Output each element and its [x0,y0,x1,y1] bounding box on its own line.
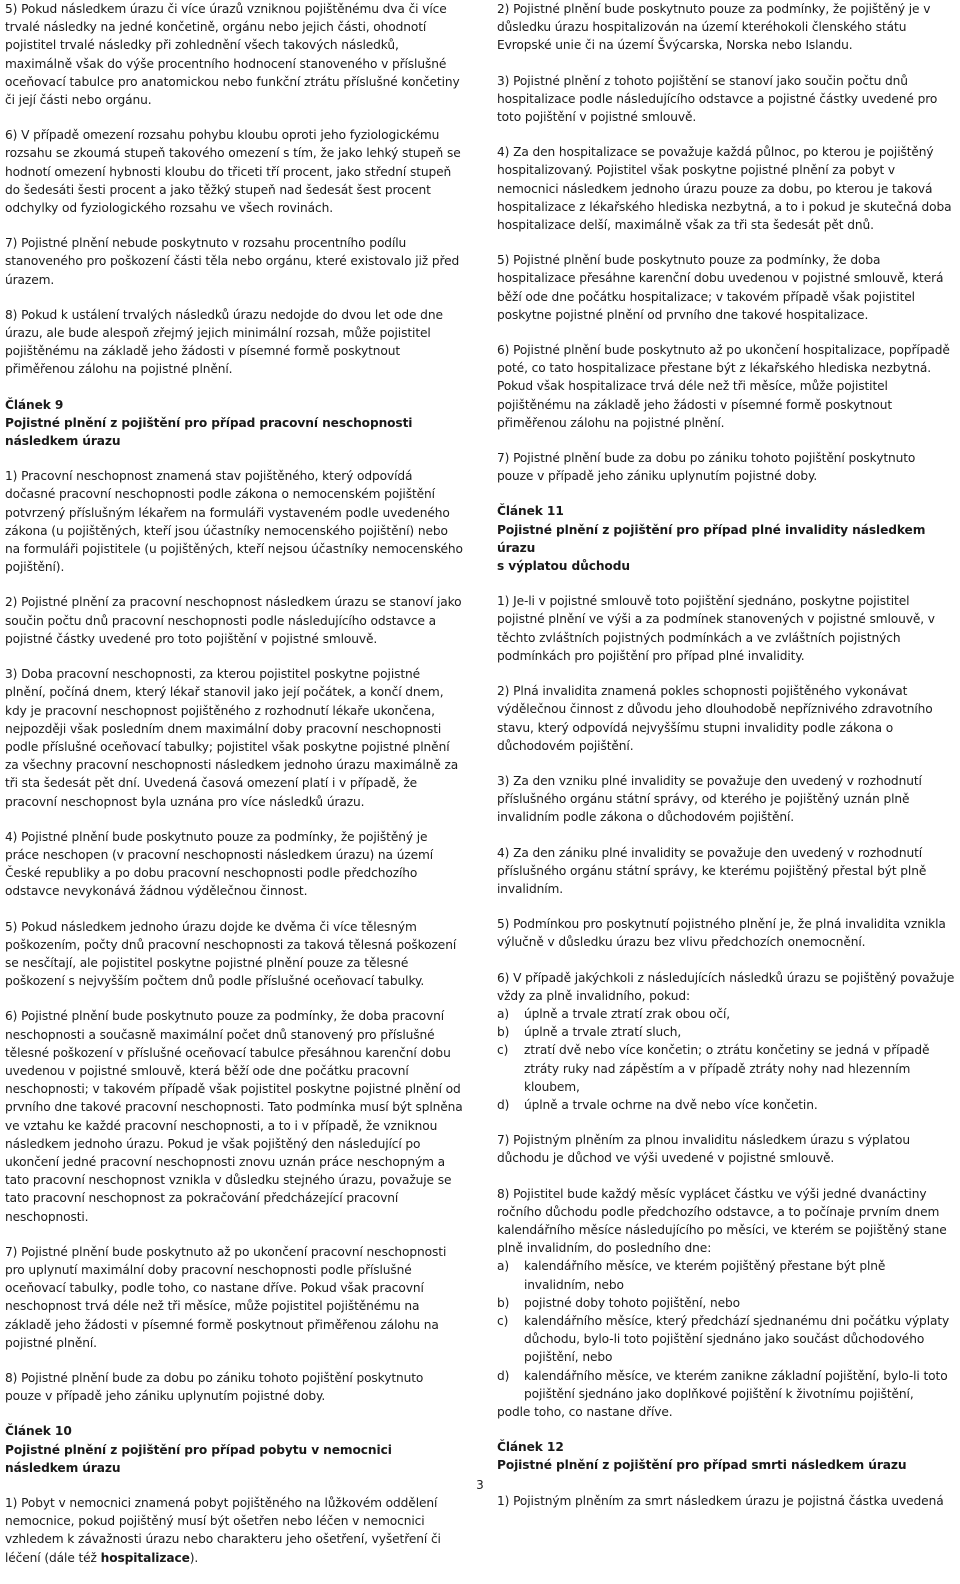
list-item [497,1005,955,1023]
hospitalization-term: hospitalizace [100,1550,190,1565]
list-item [497,1367,955,1403]
paragraph-11-5: 5) Podmínkou pro poskytnutí pojistného plnění je, že plná invalidita vznikla výlučně v důsledku úrazu bez vlivu předchozích onemocnění. [497,917,946,950]
paragraph-9-3: 3) Doba pracovní neschopnosti, za kterou pojistitel poskytne pojistné plnění, počíná dnem, který lékař stanovil jako její počátek, a končí dnem, kdy je pracovní neschopnost pojištěného z rozhodnutí lékaře ukončena, nejpozději však posledním dnem maximální doby pracovní neschopnosti podle příslušné oceňovací tabulky; pojistitel však poskytne pojistné plnění za všechny pracovní neschopnosti následkem jednoho úrazu maximálně za tři sta šedesát pět dní. Uvedená časová omezení platí i v případě, že pracovní neschopnost byla uznána pro více následků úrazu. [5,667,459,809]
right-column [497,0,955,1527]
paragraph-8-8: 8) Pokud k ustálení trvalých následků úrazu nedojde do dvou let ode dne úrazu, ale bude alespoň zřejmý jejich minimální rozsah, může pojistitel pojištěnému na základě jeho žádosti v písemné formě poskytnout přiměřenou zálohu na pojistné plnění. [5,307,443,377]
list-item-text: ztratí dvě nebo více končetin; o ztrátu končetiny se jedná v případě ztráty ruky nad zápěstím a v případě ztráty nohy nad hlezenním kloubem, [524,1043,930,1094]
paragraph-10-1 [5,1494,463,1567]
paragraph-11-3: 3) Za den vzniku plné invalidity se považuje den uvedený v rozhodnutí příslušného orgánu státní správy, od kterého je pojištěný uznán plně invalidním podle zákona o důchodovém pojištění. [497,773,922,825]
article-9-heading [5,396,463,451]
list-item [497,1041,955,1096]
list-item-text: kalendářního měsíce, ve kterém pojištěný přestane být plně invalidním, nebo [524,1259,886,1292]
paragraph-11-6 [497,969,955,1115]
list-marker: b) [497,1025,510,1040]
list-item [497,1294,955,1312]
paragraph-8-6: 6) V případě omezení rozsahu pohybu kloubu oproti jeho fyziologickému rozsahu se zkoumá stupeň takového omezení s tím, že jako lehký stupeň se hodnotí omezení hybnosti kloubu do třiceti tří procent, jako střední stupeň do šedesáti šesti procent a jako těžký stupeň nad šedesát šest procent odchylky od fyziologického rozsahu ve všech rovinách. [5,128,461,216]
paragraph-10-6: 6) Pojistné plnění bude poskytnuto až po ukončení hospitalizace, popřípadě poté, co tato hospitalizace přestane být z lékařského hlediska nezbytná. Pokud však hospitalizace trvá déle než tři měsíce, může pojistitel pojištěnému na základě jeho žádosti v písemné formě poskytnout přiměřenou zálohu na pojistné plnění. [497,343,950,430]
list-item-text: kalendářního měsíce, který předchází sjednanému dni počátku výplaty důchodu, bylo-li toto pojištění sjednáno jako součást důchodového pojištění, nebo [524,1313,950,1365]
paragraph-11-8-list [497,1257,955,1403]
paragraph-8-5: 5) Pokud následkem úrazu či více úrazů vzniknou pojištěnému dva či více trvalé následky na jedné končetině, orgánu nebo jejich části, ohodnotí pojistitel trvalé následky při zohlednění všech takových následků, maximálně však do výše procentního hodnocení stanoveného v příslušné oceňovací tabulce pro anatomickou nebo funkční ztrátu příslušné končetiny či její části nebo orgánu. [5,2,460,108]
page-number: 3 [476,1478,484,1492]
article-11-heading [497,502,955,575]
paragraph-10-3: 3) Pojistné plnění z tohoto pojištění se stanoví jako součin počtu dnů hospitalizace podle následujícího odstavce a pojistné částky uvedené pro toto pojištění v pojistné smlouvě. [497,73,938,125]
left-column [5,0,463,1584]
paragraph-11-7: 7) Pojistným plněním za plnou invaliditu následkem úrazu s výplatou důchodu je důchod ve výši uvedené v pojistné smlouvě. [497,1133,910,1166]
paragraph-11-8-intro: 8) Pojistitel bude každý měsíc vyplácet částku ve výši jedné dvanáctiny ročního důchodu podle předchozího odstavce, a to počínaje prvním dnem kalendářního měsíce následujícího po měsíci, ve kterém se pojištěný stane plně invalidním, do posledního dne: [497,1186,947,1256]
article-10-heading [5,1422,463,1477]
paragraph-10-2: 2) Pojistné plnění bude poskytnuto pouze za podmínky, že pojištěný je v důsledku úrazu hospitalizován na území kteréhokoli členského státu Evropské unie či na území Švýcarska, Norska nebo Islandu. [497,2,931,53]
list-item-text: úplně a trvale ztratí zrak obou očí, [524,1006,731,1021]
article-11-title-line1: Pojistné plnění z pojištění pro případ plné invalidity následkem úrazu [497,522,926,555]
paragraph-10-1-text: 1) Pobyt v nemocnici znamená pobyt pojištěného na lůžkovém oddělení nemocnice, pokud pojištěný musí být ošetřen nebo léčen v nemocnici vzhledem k závažnosti úrazu nebo charakteru jeho ošetření, vyšetření či léčení (dále též [5,1496,441,1565]
paragraph-10-4: 4) Za den hospitalizace se považuje každá půlnoc, po kterou je pojištěný hospitalizovaný. Pojistitel však poskytne pojistné plnění za pobyt v nemocnici následkem jednoho úrazu pouze za dobu, po kterou je taková hospitalizace z lékařského hlediska nezbytná, a to i pokud je skutečná doba hospitalizace delší, maximálně však za tři sta šedesát pět dnů. [497,145,952,233]
article-10-number: Článek 10 [5,1424,72,1439]
paragraph-11-6-intro: 6) V případě jakýchkoli z následujících následků úrazu se pojištěný považuje vždy za plně invalidního, pokud: [497,970,955,1003]
article-11-title-line2: s výplatou důchodu [497,559,630,574]
paragraph-10-7: 7) Pojistné plnění bude za dobu po zániku tohoto pojištění poskytnuto pouze v případě jeho zániku uplynutím pojistné doby. [497,451,916,484]
paragraph-11-1: 1) Je-li v pojistné smlouvě toto pojištění sjednáno, poskytne pojistitel pojistné plnění ve výši a za podmínek stanovených v pojistné smlouvě, v těchto zvláštních pojistných podmínkách a ve zvláštních pojistných podmínkách pro pojištění pro případ plné invalidity. [497,594,935,663]
paragraph-11-8-tail: podle toho, co nastane dříve. [497,1405,673,1419]
paragraph-12-1: 1) Pojistným plněním za smrt následkem úrazu je pojistná částka uvedená [497,1493,944,1508]
list-item-text: kalendářního měsíce, ve kterém zanikne základní pojištění, bylo-li toto pojištění sjednáno jako doplňkové pojištění k životnímu pojištění, [524,1368,948,1401]
list-item [497,1096,955,1114]
article-12-number: Článek 12 [497,1440,564,1455]
list-item-text: pojistné doby tohoto pojištění, nebo [524,1295,740,1310]
list-marker: d) [497,1097,510,1112]
list-item [497,1023,955,1041]
list-item [497,1312,955,1367]
paragraph-9-8: 8) Pojistné plnění bude za dobu po zániku tohoto pojištění poskytnuto pouze v případě jeho zániku uplynutím pojistné doby. [5,1371,424,1404]
article-10-title: Pojistné plnění z pojištění pro případ pobytu v nemocnici následkem úrazu [5,1442,392,1475]
list-marker: a) [497,1006,510,1021]
article-9-number: Článek 9 [5,397,64,412]
paragraph-9-7: 7) Pojistné plnění bude poskytnuto až po ukončení pracovní neschopnosti pro uplynutí maximální doby pracovní neschopnosti podle příslušné oceňovací tabulky, podle toho, co nastane dříve. Pokud však pracovní neschopnost trvá déle než tři měsíce, může pojistitel pojištěnému na základě jeho žádosti v písemné formě poskytnout přiměřenou zálohu na pojistné plnění. [5,1244,447,1350]
article-12-title: Pojistné plnění z pojištění pro případ smrti následkem úrazu [497,1458,907,1473]
article-12-heading [497,1438,955,1474]
list-marker: b) [497,1295,510,1310]
article-11-number: Článek 11 [497,504,564,519]
list-item-text: úplně a trvale ztratí sluch, [524,1025,682,1040]
list-marker: c) [497,1043,509,1058]
paragraph-9-6: 6) Pojistné plnění bude poskytnuto pouze za podmínky, že doba pracovní neschopnosti a současně maximální počet dnů stanovený pro příslušné tělesné poškození v příslušné oceňovací tabulce přesáhnou karenční dobu uvedenou v pojistné smlouvě, která běží ode dne počátku pracovní neschopnosti; v takovém případě však pojistitel poskytne pojistné plnění od prvního dne takové pracovní neschopnosti. Tato podmínka musí být splněna ve vztahu ke každé pracovní neschopnosti, a to i v případě, že vzniknou následkem jednoho úrazu. Pokud je však pojištěný den následující po ukončení jedné pracovní neschopnosti znovu uznán práce neschopným a tato pracovní neschopnost vznikla v důsledku stejného úrazu, považuje se tato pracovní neschopnost za pokračování předcházející pracovní neschopnosti. [5,1009,463,1224]
paragraph-9-4: 4) Pojistné plnění bude poskytnuto pouze za podmínky, že pojištěný je práce neschopen (v pracovní neschopnosti následkem úrazu) na území České republiky a po dobu pracovní neschopnosti podle předchozího odstavce nevykonává žádnou výdělečnou činnost. [5,829,434,899]
list-item [497,1257,955,1293]
paragraph-11-6-list [497,1005,955,1114]
paragraph-11-8 [497,1185,955,1422]
paragraph-11-2: 2) Plná invalidita znamená pokles schopnosti pojištěného vykonávat výdělečnou činnost z důvodu jeho dlouhodobě nepříznivého zdravotního stavu, který odpovídá nejvyššímu stupni invalidity podle zákona o důchodovém pojištění. [497,684,933,753]
paragraph-9-2: 2) Pojistné plnění za pracovní neschopnost následkem úrazu se stanoví jako součin počtu dnů pracovní neschopnosti podle následujícího odstavce a pojistné částky uvedené pro toto pojištění v pojistné smlouvě. [5,595,462,646]
paragraph-10-5: 5) Pojistné plnění bude poskytnuto pouze za podmínky, že doba hospitalizace přesáhne karenční dobu uvedenou v pojistné smlouvě, která běží ode dne počátku hospitalizace; v takovém případě však pojistitel poskytne pojistné plnění od prvního dne takové hospitalizace. [497,253,944,322]
paragraph-8-7: 7) Pojistné plnění nebude poskytnuto v rozsahu procentního podílu stanoveného pro poškození části těla nebo orgánu, které existovalo již před úrazem. [5,236,460,287]
list-marker: c) [497,1313,509,1328]
paragraph-11-4: 4) Za den zániku plné invalidity se považuje den uvedený v rozhodnutí příslušného orgánu státní správy, ke kterému pojištěný přestal být plně invalidním. [497,845,927,896]
paragraph-9-1: 1) Pracovní neschopnost znamená stav pojištěného, který odpovídá dočasné pracovní neschopnosti podle zákona o nemocenském pojištění potvrzený příslušným lékařem na formuláři vystaveném podle uvedeného zákona (u pojištěných, kteří jsou účastníky nemocenského pojištění) nebo na formuláři pojistitele (u pojištěných, kteří nejsou účastníky nemocenského pojištění). [5,469,463,575]
paragraph-9-5: 5) Pokud následkem jednoho úrazu dojde ke dvěma či více tělesným poškozením, počty dnů pracovní neschopnosti za taková tělesná poškození se nesčítají, ale pojistitel poskytne pojistné plnění pouze za tělesné poškození s nejvyšším počtem dnů podle příslušné oceňovací tabulky. [5,919,457,989]
list-marker: a) [497,1259,510,1274]
paragraph-10-1-end: ). [189,1550,199,1565]
list-item-text: úplně a trvale ochrne na dvě nebo více končetin. [524,1097,818,1112]
article-9-title: Pojistné plnění z pojištění pro případ pracovní neschopnosti následkem úrazu [5,415,413,449]
list-marker: d) [497,1368,510,1383]
